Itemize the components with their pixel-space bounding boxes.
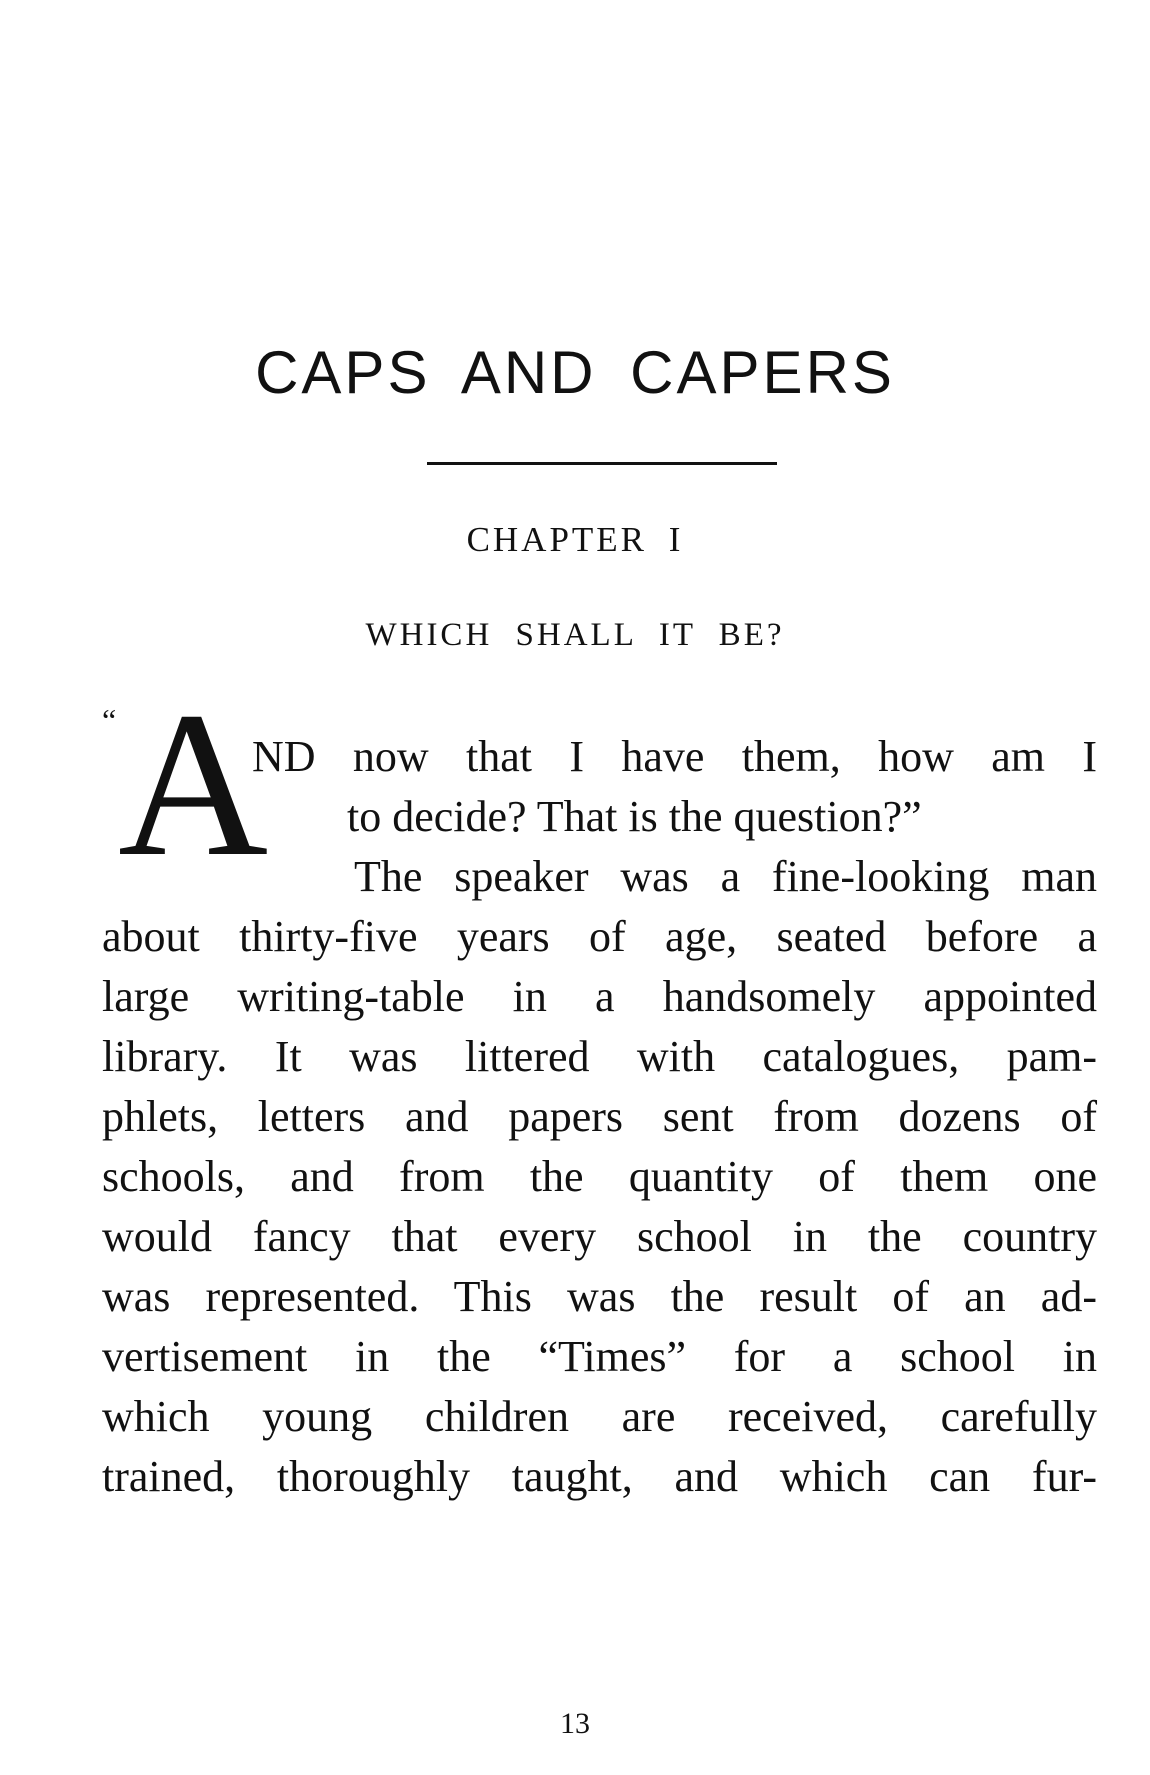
chapter-title: WHICH SHALL IT BE?	[365, 617, 785, 653]
book-title: CAPS AND CAPERS	[255, 339, 895, 406]
chapter-number: CHAPTER I	[466, 520, 684, 559]
body-line: large writing-table in a handsomely appointed	[102, 972, 1097, 1021]
title-divider-rule	[427, 462, 777, 465]
body-line: phlets, letters and papers sent from dozens of	[102, 1092, 1097, 1141]
body-line: The speaker was a fine-looking man	[354, 852, 1097, 901]
body-line: schools, and from the quantity of them one	[102, 1152, 1097, 1201]
opening-quote-mark: “	[102, 702, 117, 738]
page-number: 13	[560, 1707, 590, 1740]
body-line: about thirty-five years of age, seated before a	[102, 912, 1097, 961]
body-line: which young children are received, carefully	[102, 1392, 1097, 1441]
body-line: vertisement in the “Times” for a school in	[102, 1332, 1097, 1381]
body-line: to decide? That is the question?”	[347, 792, 922, 841]
body-line: was represented. This was the result of an ad-	[102, 1272, 1097, 1321]
body-line: would fancy that every school in the country	[102, 1212, 1097, 1261]
drop-cap-letter: A	[118, 669, 269, 899]
body-line: ND now that I have them, how am I	[252, 732, 1097, 781]
body-line: trained, thoroughly taught, and which can fur-	[102, 1452, 1097, 1501]
body-line: library. It was littered with catalogues, pam-	[102, 1032, 1097, 1081]
